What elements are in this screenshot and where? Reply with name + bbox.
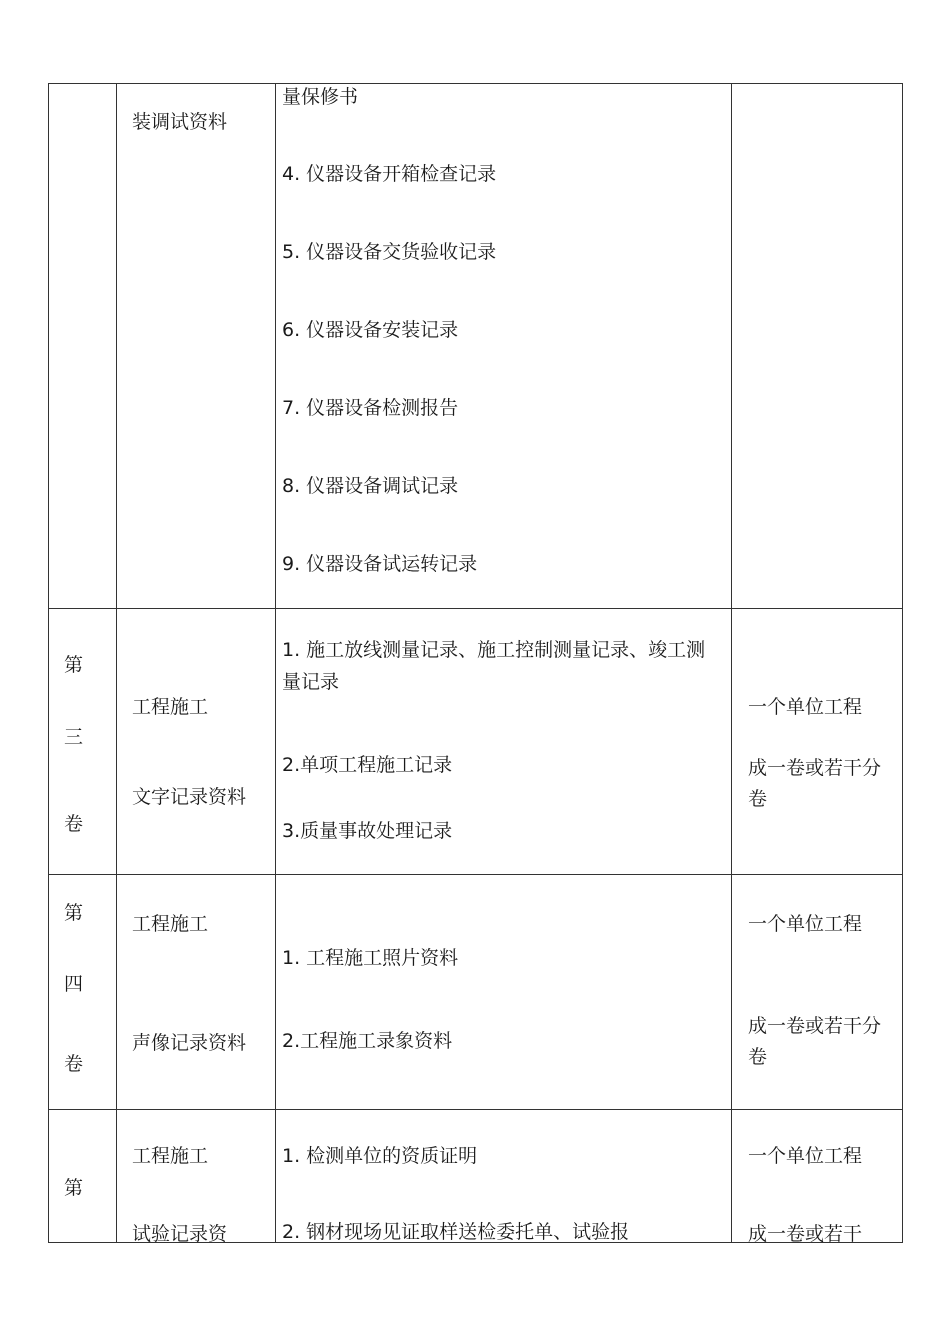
category-text: 文字记录资料	[132, 786, 247, 808]
note-text: 成一卷或若干	[748, 1223, 863, 1245]
volume-char: 第	[64, 902, 84, 924]
item-text: 2.单项工程施工记录	[282, 754, 453, 776]
table-divider	[116, 83, 117, 1243]
category-text: 装调试资料	[132, 111, 228, 133]
volume-char: 第	[64, 1177, 84, 1199]
note-text: 成一卷或若干分卷	[748, 757, 882, 810]
table-border	[902, 83, 903, 1243]
item-text: 9. 仪器设备试运转记录	[282, 553, 478, 575]
item-text: 7. 仪器设备检测报告	[282, 397, 459, 419]
category-text: 工程施工	[132, 1145, 209, 1167]
table-divider	[275, 83, 276, 1243]
item-text: 1. 工程施工照片资料	[282, 947, 459, 969]
volume-char: 卷	[64, 813, 84, 835]
category-text: 工程施工	[132, 696, 209, 718]
item-text: 4. 仪器设备开箱检查记录	[282, 163, 497, 185]
category-text: 工程施工	[132, 913, 209, 935]
note-text: 一个单位工程	[748, 913, 863, 935]
volume-char: 第	[64, 654, 84, 676]
item-text: 2. 钢材现场见证取样送检委托单、试验报	[282, 1221, 630, 1243]
category-text: 试验记录资	[132, 1223, 228, 1245]
table-divider	[731, 83, 732, 1243]
item-text: 6. 仪器设备安装记录	[282, 319, 459, 341]
volume-char: 四	[64, 973, 84, 995]
item-text: 3.质量事故处理记录	[282, 820, 453, 842]
item-text: 8. 仪器设备调试记录	[282, 475, 459, 497]
category-text: 声像记录资料	[132, 1032, 247, 1054]
item-text: 1. 施工放线测量记录、施工控制测量记录、竣工测量记录	[282, 639, 706, 693]
volume-char: 卷	[64, 1053, 84, 1075]
table-divider	[48, 1109, 903, 1110]
item-text: 5. 仪器设备交货验收记录	[282, 241, 497, 263]
table-divider	[48, 608, 903, 609]
table-divider	[48, 874, 903, 875]
item-text: 2.工程施工录象资料	[282, 1030, 453, 1052]
item-text: 1. 检测单位的资质证明	[282, 1145, 478, 1167]
item-text: 量保修书	[282, 86, 359, 108]
note-text: 成一卷或若干分卷	[748, 1015, 882, 1068]
note-text: 一个单位工程	[748, 1145, 863, 1167]
note-text: 一个单位工程	[748, 696, 863, 718]
volume-char: 三	[64, 726, 84, 748]
